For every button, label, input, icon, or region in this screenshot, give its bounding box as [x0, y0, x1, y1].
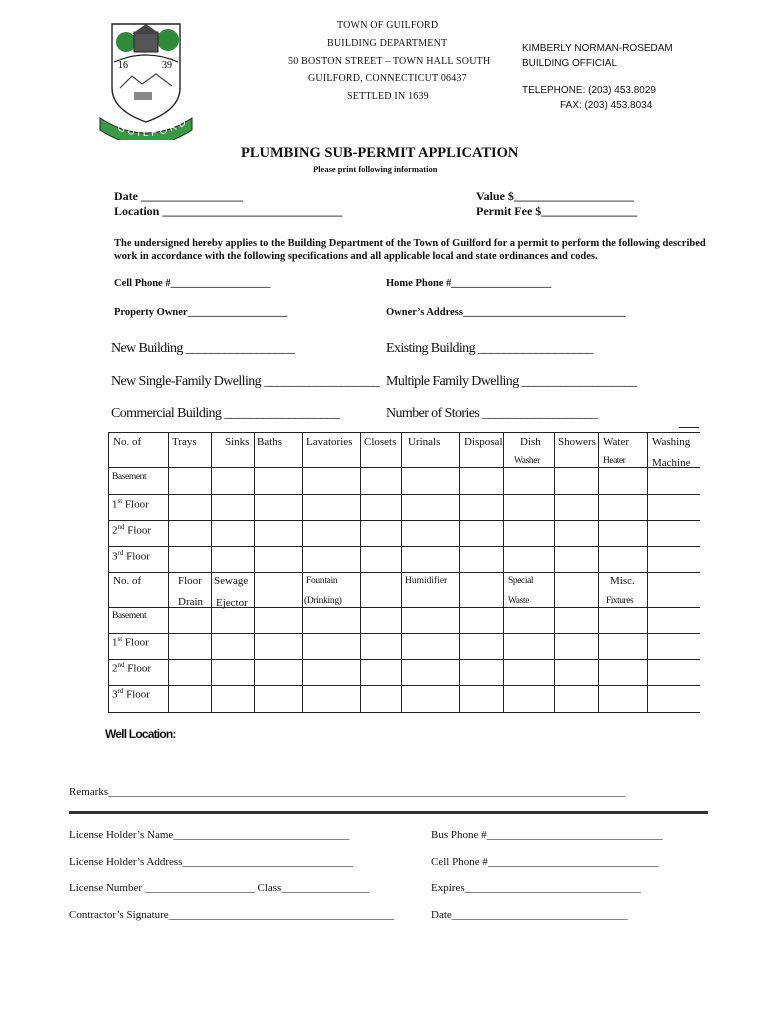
number-of-stories-field[interactable]: Number of Stories __________________: [386, 406, 598, 421]
table1-col-closets: Closets: [364, 436, 397, 448]
seal-house: [134, 32, 158, 52]
table2-no-of: No. of: [113, 575, 142, 587]
table1-col-disposal: Disposal: [464, 436, 503, 448]
table2-col-fountain: Fountain: [306, 576, 338, 586]
table1-col-showers: Showers: [558, 436, 596, 448]
table2-col-humidifier: Humidifier: [405, 576, 448, 586]
table1-col-water-heater: Heater: [603, 456, 626, 466]
table2-col-fountain-drinking: (Drinking): [304, 596, 342, 606]
license-holder-address-field[interactable]: License Holder’s Address_______________________________: [69, 856, 353, 868]
table2-col-floor: Floor: [178, 575, 202, 587]
multiple-family-field[interactable]: Multiple Family Dwelling __________________: [386, 374, 637, 389]
property-owner-field[interactable]: Property Owner___________________: [114, 307, 288, 318]
permit-fee-field[interactable]: Permit Fee $________________: [476, 204, 638, 218]
expires-field[interactable]: Expires________________________________: [431, 882, 641, 894]
table2-col-special: Special: [508, 576, 534, 586]
license-cell-phone-field[interactable]: Cell Phone #_______________________________: [431, 856, 659, 868]
applicant-statement: The undersigned hereby applies to the Building Department of the Town of Guilford for a permit to perform the following described work in accordance with the following specifications and all applicable local and state ordinances and codes.: [114, 238, 706, 262]
header-city: GUILFORD, CONNECTICUT 06437: [308, 73, 467, 84]
seal-year-right: 39: [162, 60, 172, 71]
commercial-building-field[interactable]: Commercial Building __________________: [111, 406, 340, 421]
license-holder-name-field[interactable]: License Holder’s Name________________________________: [69, 829, 350, 841]
table1-col-washing-machine: Machine: [652, 457, 691, 469]
contractor-signature-field[interactable]: Contractor’s Signature_________________________________________: [69, 909, 395, 921]
table2-row-2nd-floor: 2nd Floor: [112, 661, 152, 675]
location-field[interactable]: Location ______________________________: [114, 204, 343, 218]
owners-address-field[interactable]: Owner’s Address_______________________________: [386, 307, 626, 318]
seal-tree-right: [157, 29, 179, 51]
header-street: 50 BOSTON STREET – TOWN HALL SOUTH: [288, 56, 491, 67]
table2-col-sewage-ejector: Ejector: [216, 597, 248, 609]
table2-col-special-waste: Waste: [508, 596, 529, 606]
form-title: PLUMBING SUB-PERMIT APPLICATION: [241, 145, 519, 161]
seal-year-left: 16: [118, 60, 128, 71]
table1-row-3rd-floor: 3rd Floor: [112, 549, 150, 563]
header-town: TOWN OF GUILFORD: [337, 20, 439, 31]
table2-row-1st-floor: 1st Floor: [112, 635, 149, 649]
town-seal-logo: [98, 18, 194, 140]
table1-col-lavatories: Lavatories: [306, 436, 353, 448]
official-fax: FAX: (203) 453.8034: [560, 100, 653, 111]
new-building-field[interactable]: New Building _________________: [111, 341, 295, 356]
table2-col-sewage: Sewage: [214, 575, 249, 587]
cell-phone-field[interactable]: Cell Phone #___________________: [114, 278, 271, 289]
well-location-label: Well Location:: [105, 727, 176, 741]
seal-tree-left: [116, 32, 136, 52]
section-divider: [69, 811, 708, 814]
official-title: BUILDING OFFICIAL: [522, 58, 618, 69]
table2-row-basement: Basement: [112, 611, 147, 621]
table1-col-dish-washer: Washer: [514, 456, 540, 466]
license-number-class-field[interactable]: License Number ____________________ Class________________: [69, 882, 370, 894]
header-department: BUILDING DEPARTMENT: [327, 38, 448, 49]
table2-col-floor-drain: Drain: [178, 596, 204, 608]
table1-col-urinals: Urinals: [408, 436, 441, 448]
table1-no-of: No. of: [113, 436, 142, 448]
form-subtitle: Please print following information: [313, 164, 438, 174]
official-name: KIMBERLY NORMAN-ROSEDAM: [522, 43, 673, 54]
official-telephone: TELEPHONE: (203) 453.8029: [522, 85, 656, 96]
table1-col-sinks: Sinks: [225, 436, 250, 448]
signature-date-field[interactable]: Date________________________________: [431, 909, 628, 921]
table1-col-baths: Baths: [257, 436, 283, 448]
new-single-family-field[interactable]: New Single-Family Dwelling __________________: [111, 374, 380, 389]
table2-col-misc-fixtures: Fixtures: [606, 596, 634, 606]
seal-plough: [134, 92, 152, 100]
value-field[interactable]: Value $____________________: [476, 189, 634, 203]
corner-dash: [679, 427, 699, 428]
table1-col-dish: Dish: [520, 436, 541, 448]
table1-col-washing: Washing: [652, 436, 691, 448]
existing-building-field[interactable]: Existing Building __________________: [386, 341, 594, 356]
table2-row-3rd-floor: 3rd Floor: [112, 687, 150, 701]
date-field[interactable]: Date _________________: [114, 189, 243, 203]
remarks-field[interactable]: Remarks______________________________________________________________________________________________: [69, 786, 626, 798]
bus-phone-field[interactable]: Bus Phone #________________________________: [431, 829, 663, 841]
table1-row-1st-floor: 1st Floor: [112, 497, 149, 511]
header-settled: SETTLED IN 1639: [347, 91, 429, 102]
table1-row-basement: Basement: [112, 472, 147, 482]
table1-col-water: Water: [603, 436, 629, 448]
home-phone-field[interactable]: Home Phone #___________________: [386, 278, 552, 289]
seal-banner-text: GUILFORD: [115, 115, 191, 140]
table1-col-trays: Trays: [172, 436, 197, 448]
table1-row-2nd-floor: 2nd Floor: [112, 523, 152, 537]
table2-col-misc: Misc.: [610, 575, 635, 587]
